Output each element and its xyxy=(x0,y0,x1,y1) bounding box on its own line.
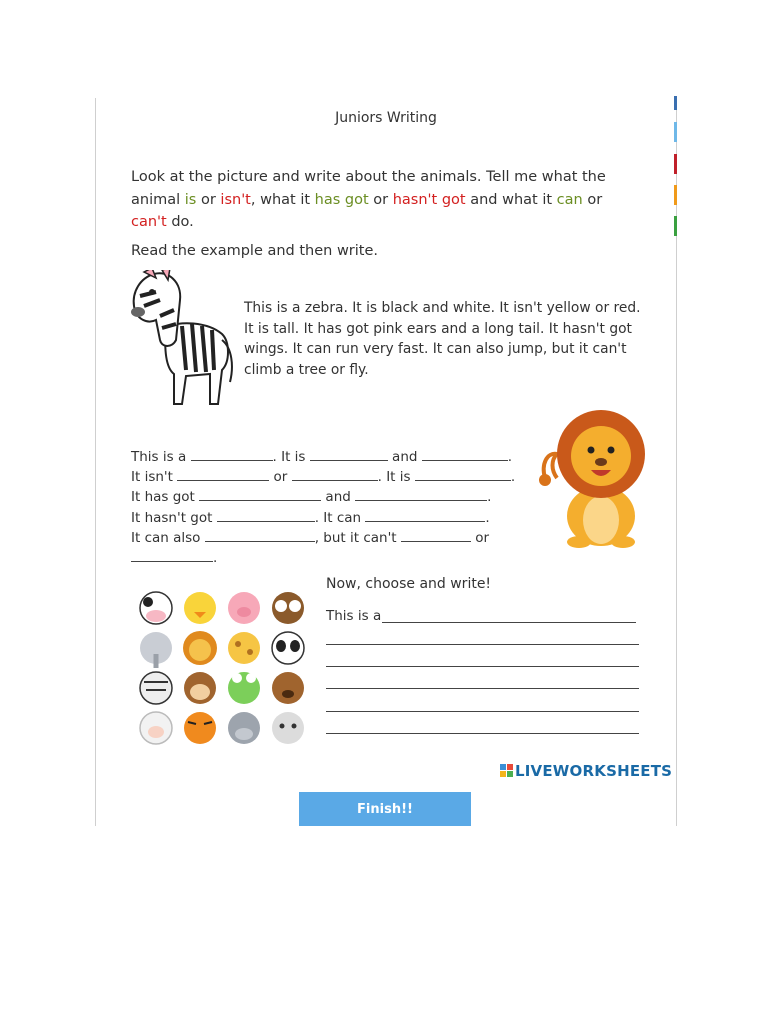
blank-has-got-2[interactable] xyxy=(355,488,487,501)
page-title: Juniors Writing xyxy=(335,110,437,126)
zebra-image xyxy=(126,270,238,412)
choose-answer-line-4[interactable] xyxy=(326,688,639,689)
exercise-line-6: . xyxy=(131,549,217,566)
exercise-line-5: It can also , but it can't or xyxy=(131,530,490,546)
exercise-line-4: It hasn't got . It can . xyxy=(131,510,490,526)
blank-not-color-2[interactable] xyxy=(292,468,378,481)
blank-size[interactable] xyxy=(415,468,511,481)
tab-marker-orange[interactable] xyxy=(674,185,677,205)
choose-line-start: This is a xyxy=(326,608,382,624)
lion-image xyxy=(539,408,651,548)
example-label: Read the example and then write. xyxy=(131,243,379,259)
blank-can-also[interactable] xyxy=(205,529,315,542)
blank-cant-1[interactable] xyxy=(401,529,471,542)
blank-color-1[interactable] xyxy=(310,448,388,461)
choose-answer-line-5[interactable] xyxy=(326,711,639,712)
liveworksheets-logo: LIVEWORKSHEETS xyxy=(500,762,672,780)
choose-answer-line-2[interactable] xyxy=(326,644,639,645)
blank-color-2[interactable] xyxy=(422,448,508,461)
zebra-example-text: This is a zebra. It is black and white. It isn't yellow or red. It is tall. It has got pink ears and a long tail. It hasn't got wings. It can run very fast. It can also jump, but it can't climb a tree or fly. xyxy=(244,300,641,378)
choose-answer-line-6[interactable] xyxy=(326,733,639,734)
blank-can[interactable] xyxy=(365,509,485,522)
exercise-line-1: This is a . It is and . xyxy=(131,449,513,465)
tab-marker-red[interactable] xyxy=(674,154,677,174)
word-isnt: isn't xyxy=(220,191,251,208)
exercise-line-2: It isn't or . It is . xyxy=(131,469,516,485)
finish-button[interactable]: Finish!! xyxy=(299,792,471,826)
exercise-line-3: It has got and . xyxy=(131,489,492,505)
word-is: is xyxy=(184,191,197,208)
choose-answer-line-3[interactable] xyxy=(326,666,639,667)
word-hasnt-got: hasn't got xyxy=(392,191,466,208)
blank-has-got-1[interactable] xyxy=(199,488,321,501)
tab-marker-green[interactable] xyxy=(674,216,677,236)
instructions: Look at the picture and write about the animals. Tell me what the animal is or isn't, what it has got or hasn't got and what it can or can't do. xyxy=(131,169,606,230)
blank-cant-2[interactable] xyxy=(131,549,213,562)
animal-faces-image xyxy=(134,588,318,752)
word-can: can xyxy=(556,191,583,208)
word-cant: can't xyxy=(131,214,167,230)
blank-hasnt-got[interactable] xyxy=(217,509,315,522)
liveworksheets-mark-icon xyxy=(500,764,513,777)
blank-not-color-1[interactable] xyxy=(177,468,269,481)
choose-answer-line-1[interactable] xyxy=(382,622,636,623)
word-has-got: has got xyxy=(314,191,369,208)
blank-animal[interactable] xyxy=(191,448,273,461)
choose-title: Now, choose and write! xyxy=(326,576,492,592)
tab-marker-light-blue[interactable] xyxy=(674,122,677,142)
worksheet-page xyxy=(95,98,677,826)
tab-marker-blue[interactable] xyxy=(674,96,677,110)
